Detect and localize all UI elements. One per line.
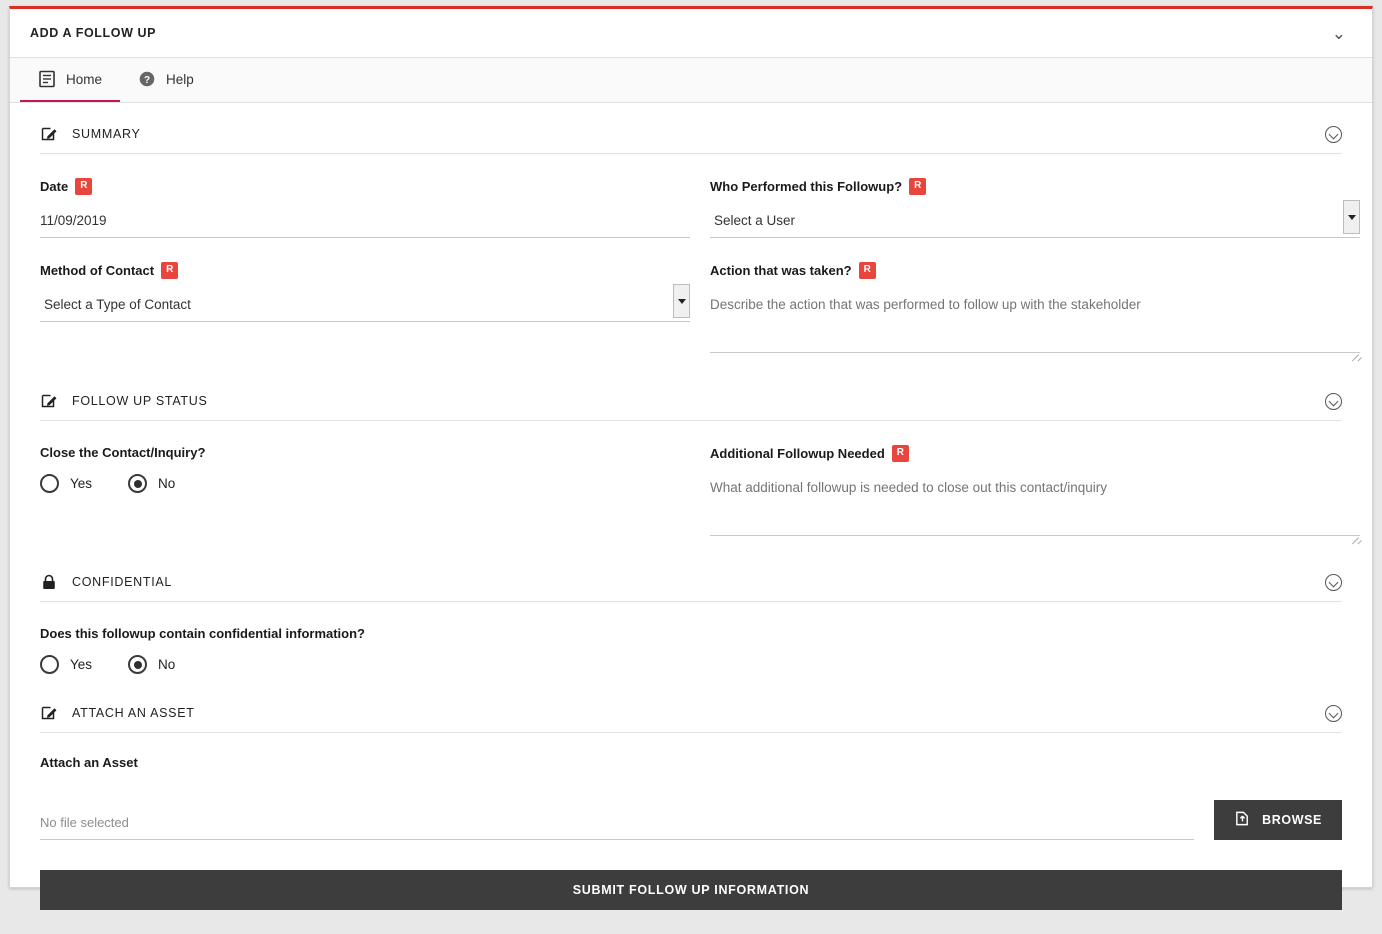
field-additional-followup-label: Additional Followup Needed R — [710, 445, 1360, 462]
window-titlebar — [10, 9, 1372, 58]
is-confidential-radio-yes[interactable]: Yes — [40, 655, 92, 674]
action-textarea[interactable] — [710, 293, 1360, 353]
field-performer — [710, 154, 1360, 238]
file-status-text: No file selected — [40, 815, 1194, 840]
field-performer-label: Who Performed this Followup? R — [710, 178, 1360, 195]
field-action-label: Action that was taken? R — [710, 262, 1360, 279]
field-action — [710, 238, 1360, 358]
field-additional-followup — [710, 421, 1360, 541]
field-method-label: Method of Contact R — [40, 262, 690, 279]
additional-followup-textarea[interactable] — [710, 476, 1360, 536]
field-attach-asset — [40, 733, 1342, 840]
lock-icon — [40, 573, 58, 591]
browse-button[interactable] — [1214, 800, 1342, 840]
close-contact-radio-yes[interactable]: Yes — [40, 474, 92, 493]
section-summary-header — [40, 103, 1342, 154]
summary-row-2 — [40, 238, 1342, 358]
browse-button-label: BROWSE — [1262, 813, 1322, 827]
performer-select[interactable]: Select a User — [710, 209, 1360, 238]
submit-button[interactable]: SUBMIT FOLLOW UP INFORMATION — [40, 870, 1342, 910]
performer-select-wrap — [710, 209, 1360, 238]
edit-icon — [40, 125, 58, 143]
tab-home[interactable] — [20, 58, 120, 102]
edit-icon — [40, 392, 58, 410]
required-badge: R — [161, 262, 178, 279]
tab-help[interactable] — [120, 58, 212, 102]
is-confidential-radio-no[interactable]: No — [128, 655, 175, 674]
collapse-summary-icon[interactable] — [1325, 126, 1342, 143]
action-textarea-wrap — [710, 293, 1360, 358]
close-contact-radio-no[interactable]: No — [128, 474, 175, 493]
performer-dropdown-arrow-icon[interactable] — [1343, 200, 1360, 234]
upload-file-icon — [1234, 810, 1251, 830]
required-badge: R — [859, 262, 876, 279]
summary-col-left-2 — [40, 238, 690, 358]
method-select[interactable]: Select a Type of Contact — [40, 293, 690, 322]
file-upload-row — [40, 784, 1342, 840]
method-dropdown-arrow-icon[interactable] — [673, 284, 690, 318]
section-summary-title: SUMMARY — [72, 127, 141, 141]
close-contact-radio-group — [40, 474, 690, 493]
section-confidential-title: CONFIDENTIAL — [72, 575, 173, 589]
method-select-wrap — [40, 293, 690, 322]
date-input[interactable] — [40, 209, 690, 238]
chevron-down-icon[interactable]: ⌄ — [1331, 23, 1346, 43]
form-content — [10, 103, 1372, 934]
radio-circle-icon — [40, 474, 59, 493]
field-is-confidential-label: Does this followup contain confidential information? — [40, 626, 365, 641]
summary-col-right-2 — [710, 238, 1360, 358]
svg-text:?: ? — [143, 75, 151, 86]
question-circle-icon — [138, 70, 156, 88]
followup-status-col-right — [710, 421, 1360, 541]
form-icon — [38, 70, 56, 88]
followup-status-col-left — [40, 421, 690, 541]
field-date — [40, 154, 690, 238]
summary-col-right — [710, 154, 1360, 238]
section-confidential-header — [40, 541, 1342, 602]
section-followup-status-header — [40, 358, 1342, 421]
summary-row-1 — [40, 154, 1342, 238]
radio-circle-selected-icon — [128, 474, 147, 493]
field-attach-asset-label: Attach an Asset — [40, 755, 138, 770]
tabbar — [10, 58, 1372, 103]
tab-help-label: Help — [166, 71, 194, 87]
field-is-confidential — [40, 602, 1342, 674]
field-date-label: Date R — [40, 178, 690, 195]
field-close-contact — [40, 421, 690, 493]
radio-circle-selected-icon — [128, 655, 147, 674]
followup-status-row — [40, 421, 1342, 541]
required-badge: R — [75, 178, 92, 195]
field-close-contact-label: Close the Contact/Inquiry? — [40, 445, 206, 460]
is-confidential-radio-group — [40, 655, 1342, 674]
section-attach-asset-header — [40, 674, 1342, 733]
collapse-followup-status-icon[interactable] — [1325, 393, 1342, 410]
field-method — [40, 238, 690, 322]
additional-textarea-wrap — [710, 476, 1360, 541]
section-followup-status-title: FOLLOW UP STATUS — [72, 394, 208, 408]
edit-icon — [40, 704, 58, 722]
page-title: ADD A FOLLOW UP — [30, 26, 157, 40]
required-badge: R — [909, 178, 926, 195]
radio-circle-icon — [40, 655, 59, 674]
followup-form-window — [9, 6, 1373, 897]
bottom-spacer — [40, 910, 1342, 934]
collapse-attach-asset-icon[interactable] — [1325, 705, 1342, 722]
collapse-confidential-icon[interactable] — [1325, 574, 1342, 591]
required-badge: R — [892, 445, 909, 462]
tab-home-label: Home — [66, 71, 103, 87]
summary-col-left — [40, 154, 690, 238]
section-attach-asset-title: ATTACH AN ASSET — [72, 706, 195, 720]
